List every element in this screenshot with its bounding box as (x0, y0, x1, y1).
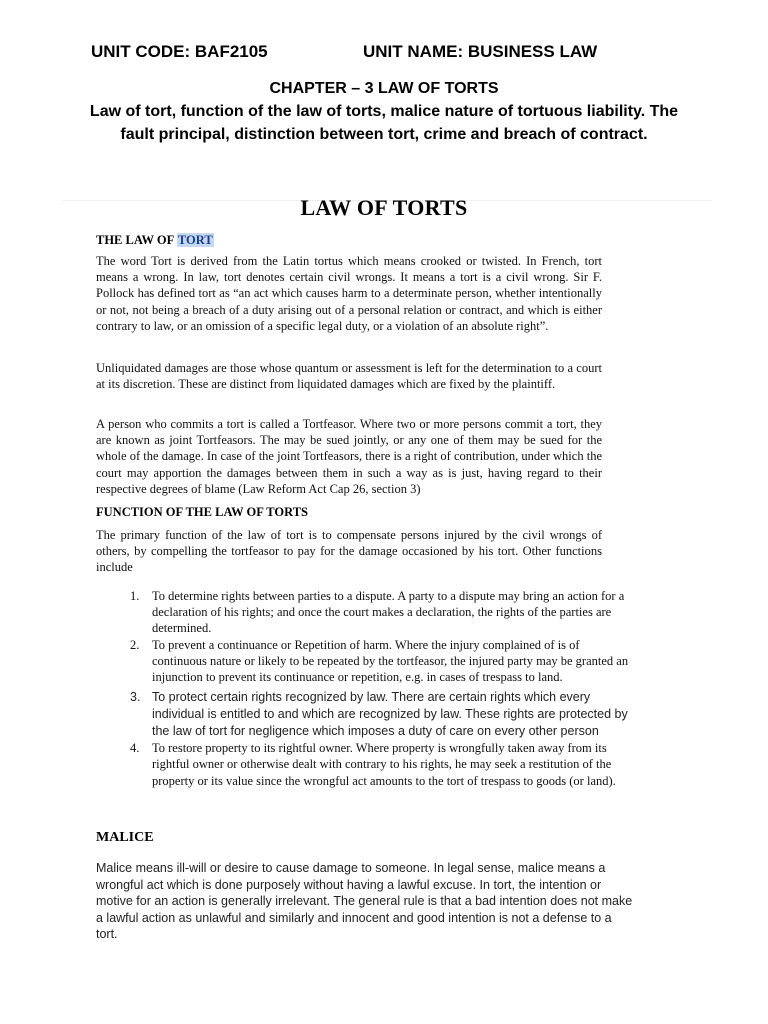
list-item (130, 637, 630, 686)
document-title: LAW OF TORTS (300, 195, 468, 220)
list-number: 1. (130, 589, 140, 603)
highlighted-word: TORT (177, 233, 213, 247)
paragraph-unliquidated-damages: Unliquidated damages are those whose quantum or assessment is left for the determination to a court at its discretion. These are distinct from liquidated damages which are fixed by the plaintiff. (96, 361, 602, 392)
section-heading-function: FUNCTION OF THE LAW OF TORTS (96, 505, 308, 519)
list-item (130, 588, 630, 637)
list-text: To protect certain rights recognized by law. There are certain rights which every individual is entitled to and which are recognized by law. These rights are protected by the law of tort for negligence which imposes a duty of care on every other person (152, 690, 628, 739)
list-item (130, 689, 630, 740)
unit-name: UNIT NAME: BUSINESS LAW (363, 42, 598, 61)
paragraph-malice: Malice means ill-will or desire to cause damage to someone. In legal sense, malice means a wrongful act which is done purposely without having a lawful excuse. In tort, the intention or motive for an action is generally irrelevant. The general rule is that a bad intention does not make a lawful action as unlawful and similarly and innocent and good intention is not a defense to a tort. (96, 861, 633, 941)
list-item (130, 740, 630, 789)
list-number: 2. (130, 637, 140, 652)
paragraph-tortfeasor: A person who commits a tort is called a Tortfeasor. Where two or more persons commit a tort, they are known as joint Tortfeasors. The may be sued jointly, or any one of them may be sued for the whole of the damage. In case of the joint Tortfeasors, there is a right of contribution, under which the court may apportion the damages between them in such a way as is just, having regard to their respective degrees of blame (Law Reform Act Cap 26, section 3) (96, 417, 602, 496)
chapter-title: CHAPTER – 3 LAW OF TORTS (269, 80, 499, 97)
chapter-subtitle: Law of tort, function of the law of torts, malice nature of tortuous liability. The fault principal, distinction between tort, crime and breach of contract. (89, 103, 679, 143)
list-text: To prevent a continuance or Repetition of harm. Where the injury complained of is of continuous nature or likely to be repeated by the tortfeasor, the injured party may be granted an injunction to prevent its continuance or repetition, e.g. in cases of trespass to land. (152, 637, 629, 685)
section-heading-malice: MALICE (96, 830, 154, 845)
list-text: To restore property to its rightful owner. Where property is wrongfully taken away from its rightful owner or otherwise dealt with contrary to his rights, he may seek a restitution of the property or its value since the wrongful act amounts to the tort of trespass to goods (or land). (152, 741, 616, 788)
section-heading-law-of-tort (96, 233, 214, 248)
list-text: To determine rights between parties to a dispute. A party to a dispute may bring an action for a declaration of his rights; and once the court makes a declaration, the rights of the parties are determined. (152, 589, 625, 636)
list-number: 3. (130, 690, 141, 705)
function-list (130, 588, 630, 789)
section-heading-prefix: THE LAW OF (96, 233, 177, 247)
unit-code: UNIT CODE: BAF2105 (91, 42, 268, 61)
paragraph-tort-definition: The word Tort is derived from the Latin tortus which means crooked or twisted. In French, tort means a wrong. In law, tort denotes certain civil wrongs. It means a tort is a civil wrong. Sir F. Pollock has defined tort as “an act which causes harm to a determinate person, whether intentionally or not, not being a breach of a duty arising out of a personal relation or contract, and which is either contrary to law, or an omission of a specific legal duty, or a violation of an absolute right”. (96, 254, 602, 333)
list-number: 4. (130, 741, 140, 756)
paragraph-function-intro: The primary function of the law of tort is to compensate persons injured by the civil wrongs of others, by compelling the tortfeasor to pay for the damage occasioned by his tort. Other functions include (96, 528, 602, 575)
